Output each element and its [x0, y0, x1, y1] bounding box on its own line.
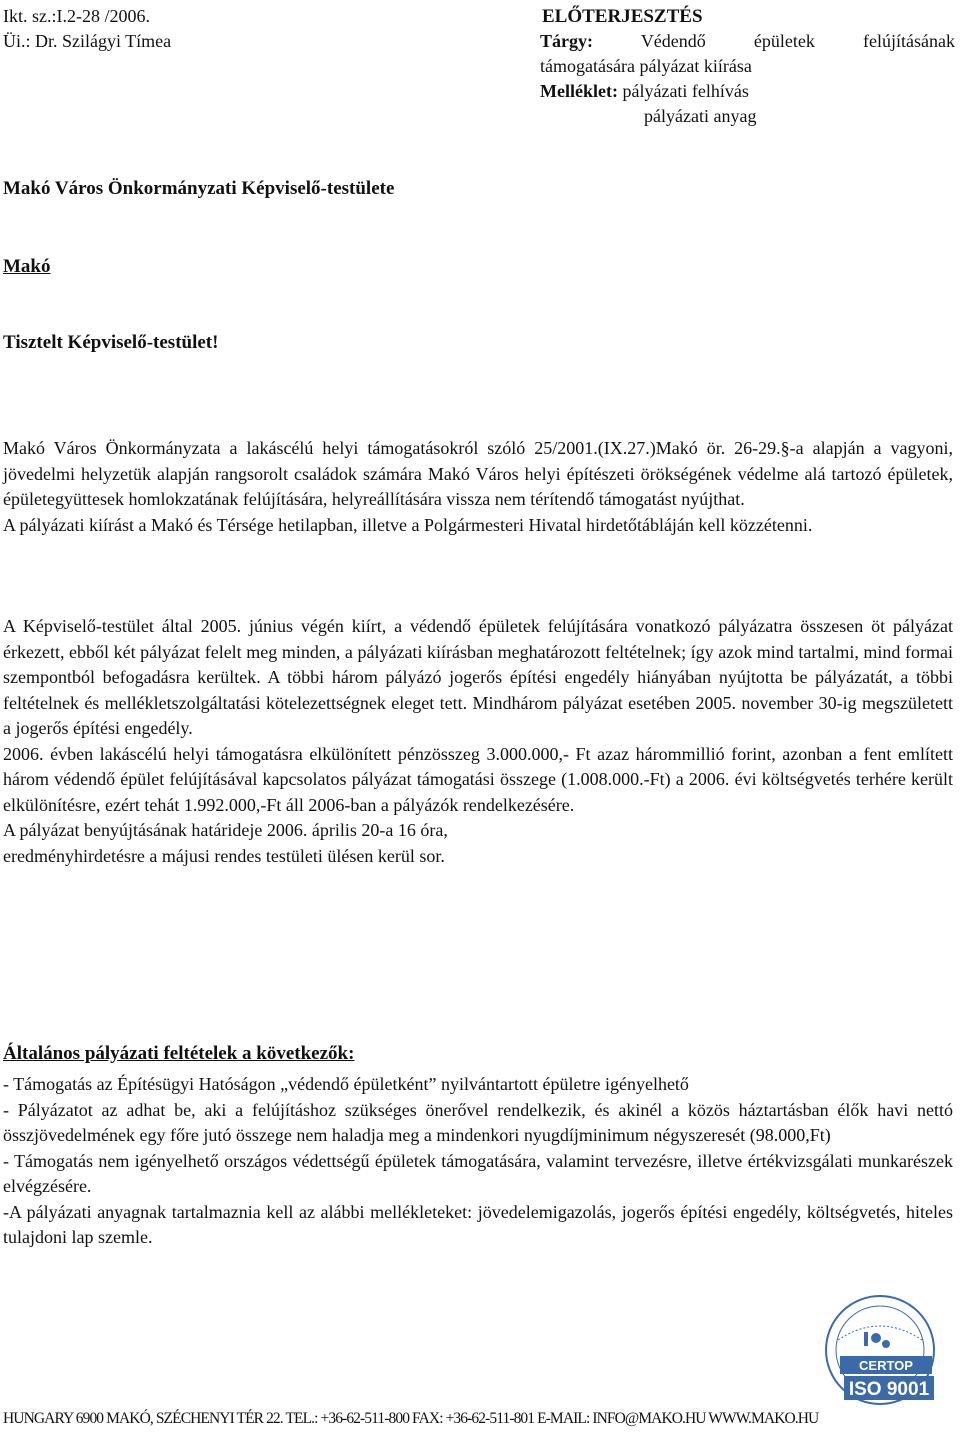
attachment-text-1: pályázati felhívás: [622, 81, 749, 101]
case-officer: Üi.: Dr. Szilágyi Tímea: [3, 31, 172, 51]
paragraph-regulation: Makó Város Önkormányzata a lakáscélú helyi támogatásokról szóló 25/2001.(IX.27.)Makó ör. 26-29.§-a alapján a vagyoni, jövedelmi helyzetük alapján rangsorolt családok számára Makó Város helyi építészeti örökségének védelme alá tartozó épületek, épületegyüttesek homlokzatának felújítására, helyreállítására vissza nem térítendő támogatást nyújthat.: [3, 438, 953, 509]
history-section: [3, 614, 953, 869]
paragraph-results: eredményhirdetésre a májusi rendes testületi ülésen kerül sor.: [3, 845, 445, 866]
greeting: Tisztelt Képviselő-testület!: [3, 332, 219, 353]
intro-section: [3, 436, 953, 538]
paragraph-previous-call: A Képviselő-testület által 2005. június végén kiírt, a védendő épületek felújítására vonatkozó pályázatra összesen öt pályázat érkezett, ebből két pályázat felelt meg minden, a pályázati kiírásban meghatározott feltételnek; így azok mind tartalmi, mind formai szempontból befogadásra kerültek. A többi három pályázó jogerős építési engedély hiányában nyújtotta be pályázatát, a többi feltételnek és mellékletszolgáltatási kötelezettségnek eleget tett. Mindhárom pályázat esetében 2005. november 30-ig megszületett a jogerős építési engedély.: [3, 616, 953, 738]
paragraph-deadline: A pályázat benyújtásának határideje 2006. április 20-a 16 óra,: [3, 820, 448, 840]
attachment-line-1: [540, 79, 955, 104]
condition-item: - Pályázatot az adhat be, aki a felújításhoz szükséges önerővel rendelkezik, és akinél a közös háztartásban élők havi nettó összjövedelmének egy főre jutó összege nem haladja meg a mindenkori nyugdíjminimum négyszeresét (98.000,Ft): [3, 1099, 953, 1145]
certification-seal-icon: [800, 1292, 960, 1410]
file-reference: [3, 4, 171, 54]
logo-brand: CERTOP: [859, 1358, 913, 1373]
condition-item: -A pályázati anyagnak tartalmaznia kell az alábbi mellékleteket: jövedelemigazolás, jogerős építési engedély, költségvetés, hiteles tulajdoni lap szemle.: [3, 1201, 953, 1247]
submission-header: [540, 4, 955, 129]
recipient-city: Makó: [3, 256, 51, 277]
attachment-label: Melléklet:: [540, 81, 618, 101]
condition-item: - Támogatás nem igényelhető országos védettségű épületek támogatására, valamint tervezésre, illetve értékvizsgálati munkarészek elvégzésére.: [3, 1150, 953, 1196]
conditions-heading: Általános pályázati feltételek a következők:: [3, 1043, 355, 1064]
subject-text-1: Védendő épületek felújításának: [640, 31, 955, 51]
paragraph-budget: 2006. évben lakáscélú helyi támogatásra elkülönített pénzösszeg 3.000.000,- Ft azaz hárommillió forint, azonban a fent említett három védendő épület felújításával kapcsolatos pályázat támogatási összege (1.008.000.-Ft) a 2006. évi költségvetés terhére került elkülönítésre, ezért tehát 1.992.000,-Ft áll 2006-ban a pályázók rendelkezésére.: [3, 743, 953, 815]
ikt-number: Ikt. sz.:I.2-28 /2006.: [3, 6, 150, 26]
logo-standard: ISO 9001: [848, 1379, 930, 1400]
paragraph-publication: A pályázati kiírást a Makó és Térsége hetilapban, illetve a Polgármesteri Hivatal hirdetőtábláján kell közzétenni.: [3, 514, 813, 535]
subject-label: Tárgy:: [540, 31, 593, 51]
condition-item: - Támogatás az Építésügyi Hatóságon „védendő épületként” nyilvántartott épületre igényelhető: [3, 1074, 689, 1094]
recipient: Makó Város Önkormányzati Képviselő-testülete: [3, 178, 395, 199]
subject-line-1: [540, 29, 955, 54]
footer-contact: HUNGARY 6900 MAKÓ, SZÉCHENYI TÉR 22. TEL.: +36-62-511-800 FAX: +36-62-511-801 E-MAIL: INFO@MAKO.HU WWW.MAKO.HU: [3, 1410, 819, 1427]
conditions-list: [3, 1072, 953, 1251]
certop-iso-logo: [800, 1292, 960, 1410]
document-title: ELŐTERJESZTÉS: [542, 6, 703, 27]
attachment-line-2: pályázati anyag: [644, 106, 757, 126]
subject-line-2: támogatására pályázat kiírása: [540, 56, 752, 76]
